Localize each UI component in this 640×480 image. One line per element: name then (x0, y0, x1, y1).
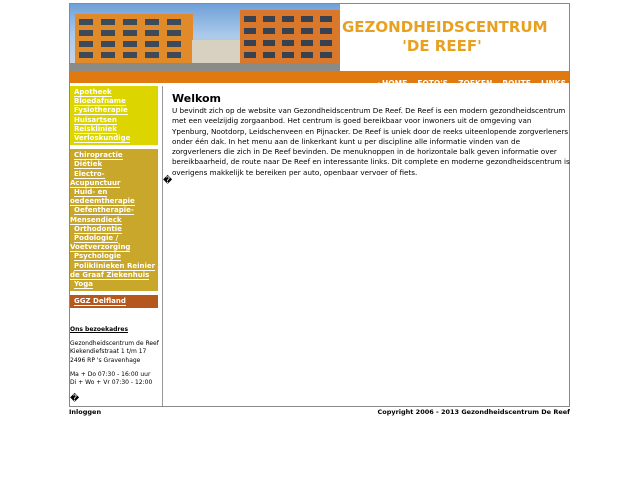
building-window (167, 30, 181, 36)
ground (70, 63, 340, 71)
building-window (101, 52, 115, 58)
sidebar-item-chiropractie[interactable]: Chiropractie (74, 151, 123, 160)
building-window (263, 40, 275, 46)
page-frame (69, 3, 570, 407)
building-window (263, 28, 275, 34)
address-name: Gezondheidscentrum de Reef (70, 340, 159, 348)
building-window (263, 16, 275, 22)
header-photo (70, 4, 340, 71)
sidebar-item-oedeemtherapie[interactable]: oedeemtherapie (70, 197, 135, 206)
sidebar-item-oefentherapie[interactable]: Oefentherapie- (74, 206, 134, 215)
building-window (101, 30, 115, 36)
sidebar-item-dietiek[interactable]: Diëtiek (74, 160, 103, 169)
column-divider (162, 86, 163, 406)
building-window (101, 19, 115, 25)
sidebar-item-poliklinieken[interactable]: Poliklinieken Reinier (74, 261, 156, 270)
building-window (244, 52, 256, 58)
sidebar-item-electro[interactable]: Electro- (74, 169, 105, 178)
building-left (75, 14, 193, 66)
building-window (79, 30, 93, 36)
sidebar-item-fysiotherapie[interactable]: Fysiotherapie (74, 106, 128, 115)
building-window (123, 41, 137, 47)
nav-home[interactable]: HOME (381, 79, 408, 88)
building-window (123, 19, 137, 25)
sidebar-item-verloskundige[interactable]: Verloskundige (74, 134, 131, 143)
sidebar-item-huisartsen[interactable]: Huisartsen (74, 115, 117, 124)
building-window (320, 40, 332, 46)
building-window (263, 52, 275, 58)
header (70, 4, 569, 71)
sidebar-item-psychologie[interactable]: Psychologie (74, 252, 122, 261)
sidebar-item-ggz-delfland[interactable]: GGZ Delfland (74, 297, 126, 306)
sidebar-item-orthodontie[interactable]: Orthodontie (74, 224, 122, 233)
opening-hours-2: Di + Wo + Vr 07:30 - 12:00 (70, 379, 153, 387)
nav-links[interactable]: LINKS (540, 79, 566, 88)
building-window (101, 41, 115, 47)
copyright: Copyright 2006 - 2013 Gezondheidscentrum De Reef (377, 408, 570, 416)
building-window (301, 40, 313, 46)
building-window (244, 40, 256, 46)
building-window (79, 41, 93, 47)
address-city: 2496 RP 's Gravenhage (70, 356, 141, 364)
building-window (244, 16, 256, 22)
sidebar-item-huid[interactable]: Huid- en (74, 188, 108, 197)
sidebar-item-podologie[interactable]: Podologie / (74, 234, 119, 243)
sidebar-item-acupunctuur[interactable]: Acupunctuur (70, 178, 121, 187)
site-title-line2: 'DE REEF' (402, 37, 482, 55)
opening-hours-1: Ma + Do 07:30 - 16:00 uur (70, 370, 151, 378)
building-window (301, 52, 313, 58)
sidebar-item-voetverzorging[interactable]: Voetverzorging (70, 243, 131, 252)
building-window (145, 30, 159, 36)
building-window (301, 16, 313, 22)
site-title-line1: GEZONDHEIDSCENTRUM (342, 18, 548, 36)
building-window (282, 28, 294, 34)
building-window (167, 19, 181, 25)
login-link[interactable]: Inloggen (69, 408, 102, 416)
building-window (145, 41, 159, 47)
building-window (320, 28, 332, 34)
sidebar-group-main (70, 86, 158, 145)
address-heading: Ons bezoekadres (70, 326, 129, 333)
building-window (145, 52, 159, 58)
intro-text: U bevindt zich op de website van Gezondheidscentrum De Reef. De Reef is een modern gezondheidscentrum met een veelzijdig zorgaanbod. Het centrum is goed bereikbaar voor inwoners uit de omgeving van Ypenburg, Nootdorp, Leidschenveen en Pijnacker. De Reef is uniek door de reeks uiteenlopende zorgverleners onder één dak. In het menu aan de linkerkant kunt u per discipline alle informatie vinden van de zorgverleners die zich in De Reef bevinden. De menuknoppen in de horizontale balk geven informatie over bereikbaarheid, de route naar De Reef en interessante links. Dit complete en moderne gezondheidscentrum is overigens makkelijk te bereiken per auto, openbaar vervoer of fiets. (172, 106, 570, 177)
sidebar-item-bloedafname[interactable]: Bloedafname (74, 97, 126, 106)
nav-fotos[interactable]: FOTO'S (417, 79, 449, 88)
site-title (342, 18, 548, 56)
building-window (320, 16, 332, 22)
building-window (167, 41, 181, 47)
visit-address (70, 326, 160, 387)
building-window (167, 52, 181, 58)
sidebar-item-reiskliniek[interactable]: Reiskliniek (74, 124, 117, 133)
missing-glyph-icon: � (70, 394, 80, 404)
sidebar-group-paramedisch (70, 149, 158, 291)
sidebar-item-apotheek[interactable]: Apotheek (74, 88, 112, 96)
nav-route[interactable]: ROUTE (502, 79, 531, 88)
sidebar-item-yoga[interactable]: Yoga (74, 280, 93, 289)
building-window (282, 40, 294, 46)
missing-glyph-icon: � (163, 176, 173, 186)
sidebar-group-ggz (70, 295, 158, 308)
top-nav (70, 71, 569, 88)
building-window (301, 28, 313, 34)
nav-bullet-icon: • (376, 80, 381, 88)
building-window (123, 30, 137, 36)
building-window (244, 28, 256, 34)
building-window (320, 52, 332, 58)
address-street: Kiekendiefstraat 1 t/m 17 (70, 348, 147, 356)
building-window (79, 19, 93, 25)
nav-zoeken[interactable]: ZOEKEN (458, 79, 493, 88)
building-right (240, 10, 340, 68)
building-window (282, 52, 294, 58)
building-window (145, 19, 159, 25)
building-window (282, 16, 294, 22)
building-window (123, 52, 137, 58)
main-content (172, 92, 570, 178)
sidebar (70, 86, 158, 312)
sidebar-item-mensendieck[interactable]: Mensendieck (70, 215, 122, 224)
page-title: Welkom (172, 92, 222, 105)
sidebar-item-ziekenhuis[interactable]: de Graaf Ziekenhuis (70, 270, 150, 279)
building-window (79, 52, 93, 58)
